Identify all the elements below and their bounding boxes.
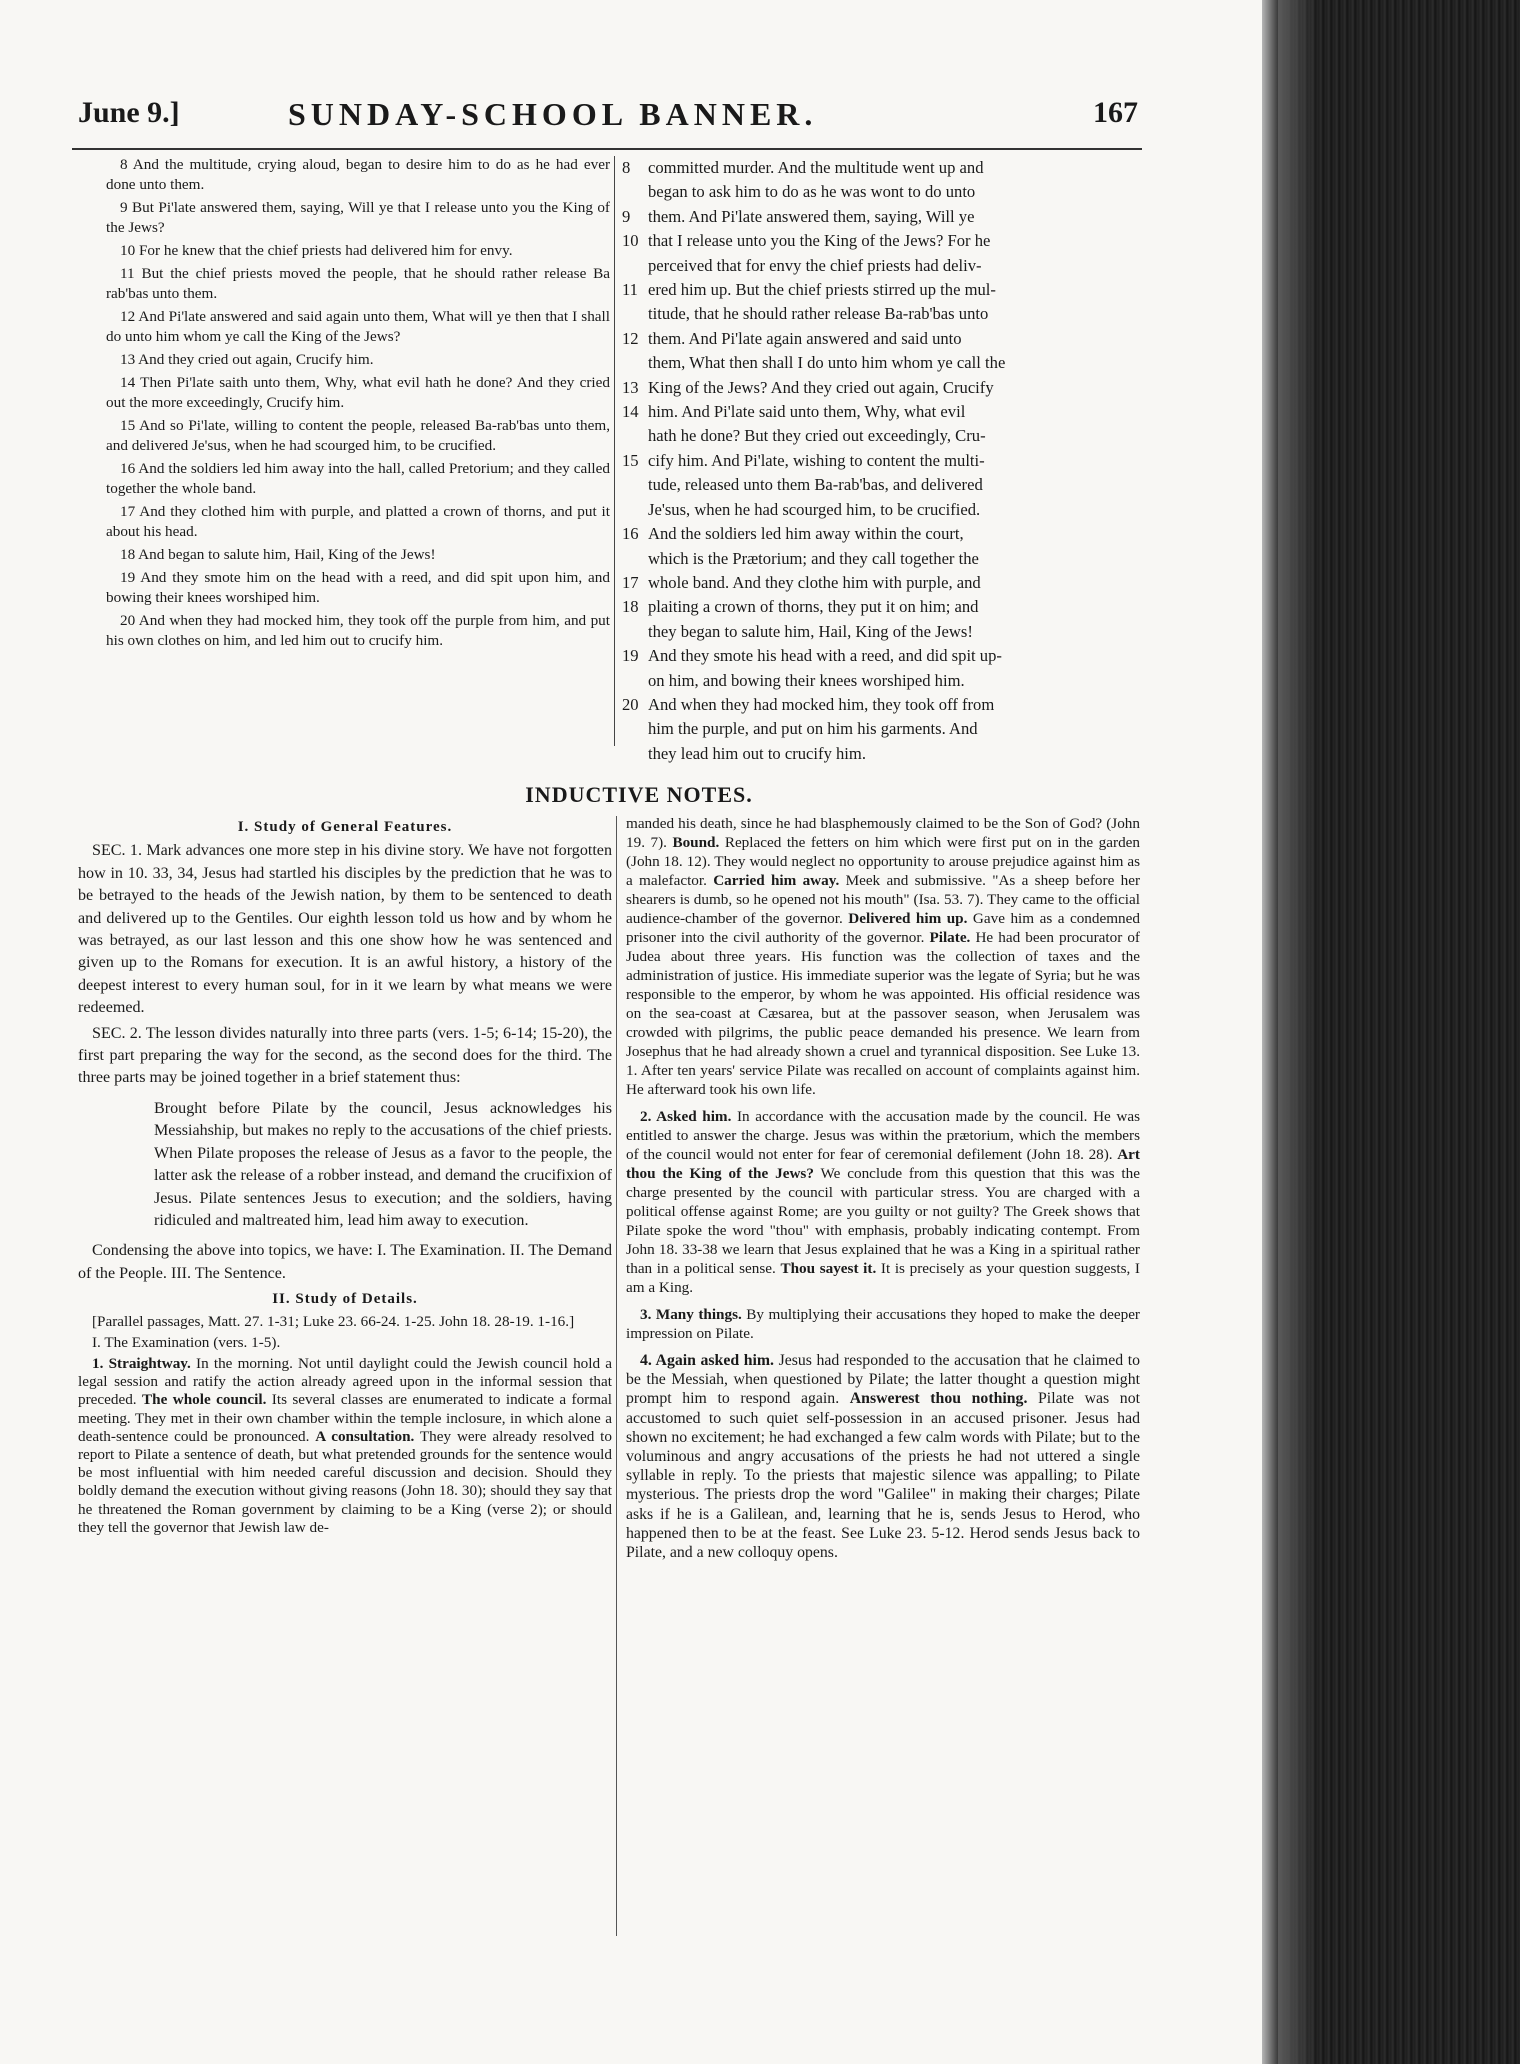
rv-line xyxy=(622,644,1134,668)
paragraph: SEC. 2. The lesson divides naturally into three parts (vers. 1-5; 6-14; 15-20), the first part preparing the way for the second, as the second does for the third. The three parts may be joined together in a brief statement thus: xyxy=(78,1024,612,1087)
verse-number: 19 xyxy=(622,646,639,666)
rv-line xyxy=(622,522,1134,546)
rv-line xyxy=(622,400,1134,424)
verse-number xyxy=(622,717,648,741)
note-term: A consultation. xyxy=(315,1427,415,1445)
kjv-verse: 9 But Pi'late answered them, saying, Will ye that I release unto you the King of the Jews? xyxy=(106,199,610,236)
kjv-verse: 17 And they clothed him with purple, and platted a crown of thorns, and put it about his head. xyxy=(106,503,610,540)
rv-line-text: committed murder. And the multitude went up and xyxy=(648,158,984,177)
verse-number: 16 xyxy=(622,524,639,544)
subsection-heading: I. The Examination (vers. 1-5). xyxy=(92,1333,281,1351)
note-term: The whole council. xyxy=(142,1391,267,1409)
verse-number: 8 xyxy=(622,158,631,177)
note-text: He had been procurator of Judea about three years. His function was the collection of taxes and the administration of justice. His immediate superior was the legate of Syria; but he was responsible to the emperor, by whom he was appointed. His official residence was on the sea-coast at Cæsarea, but at the passover season, when Jerusalem was crowded with pilgrims, the public peace demanded his presence. We learn from Josephus that he had already shown a cruel and tyrannical disposition. See Luke 13. 1. After ten years' service Pilate was recalled on account of complaints against him. He afterward took his own life. xyxy=(626,929,1140,1098)
rv-line xyxy=(622,717,1134,741)
rv-line-text: And when they had mocked him, they took off from xyxy=(648,694,995,714)
rv-line-text: him. And Pi'late said unto them, Why, what evil xyxy=(648,402,966,422)
note-text: We conclude from this question that this was the charge presented by the council with particular stress. You are charged with a political offense against Rome; are you guilty or not guilty? The Greek shows that Pilate spoke the word "thou" with emphasis, probably indicating contempt. From John 18. 33-38 we learn that Jesus explained that he was a King in a spiritual rather than in a political sense. xyxy=(626,1165,1140,1277)
verse-number: 13 xyxy=(622,377,639,397)
note-paragraph xyxy=(626,1107,1140,1297)
rv-line-text: cify him. And Pi'late, wishing to content the multi- xyxy=(648,450,985,470)
verse-number xyxy=(622,302,648,326)
rv-line xyxy=(622,693,1134,717)
rv-line-text: Je'sus, when he had scourged him, to be crucified. xyxy=(648,499,981,519)
notes-right-column xyxy=(626,814,1140,1565)
rv-line-text: them, What then shall I do unto him whom ye call the xyxy=(648,353,1006,373)
rv-line xyxy=(622,547,1134,571)
verse-number: 9 xyxy=(622,206,631,226)
kjv-verse: 8 And the multitude, crying aloud, began to desire him to do as he had ever done unto them. xyxy=(106,156,610,193)
column-divider xyxy=(614,156,615,746)
summary-quote: Brought before Pilate by the council, Jesus acknowledges his Messiahship, but makes no reply to the accusations of the chief priests. When Pilate proposes the release of Jesus as a favor to the people, the latter ask the release of a robber instead, and demand the crucifixion of Jesus. Pilate sentences Jesus to execution; and the soldiers, having ridiculed and maltreated him, lead him away to execution. xyxy=(154,1099,612,1229)
rv-line xyxy=(622,302,1134,326)
page-number: 167 xyxy=(1093,96,1138,129)
note-term: 2. Asked him. xyxy=(640,1108,732,1125)
note-text: manded his death, since he had blasphemously claimed to be the Son of God? (John 19. 7). xyxy=(626,815,1140,851)
rv-line-text: whole band. And they clothe him with purple, and xyxy=(648,572,981,592)
kjv-verses-column xyxy=(106,155,610,654)
rv-line xyxy=(622,449,1134,473)
rv-line xyxy=(622,742,1134,766)
verse-number xyxy=(622,547,648,571)
rv-line-text: King of the Jews? And they cried out again, Crucify xyxy=(648,377,994,397)
rv-line-text: they began to salute him, Hail, King of the Jews! xyxy=(648,621,973,641)
verse-number: 14 xyxy=(622,402,639,422)
rv-line xyxy=(622,205,1134,229)
note-paragraph xyxy=(626,1351,1140,1562)
kjv-verse: 12 And Pi'late answered and said again unto them, What will ye then that I shall do unto him whom ye call the King of the Jews? xyxy=(106,308,610,345)
note-term: Delivered him up. xyxy=(848,910,968,927)
verse-number: 10 xyxy=(622,231,639,251)
notes-left-column xyxy=(78,816,612,1540)
note-text: In accordance with the accusation made by the council. He was entitled to answer the charge. Jesus was within the prætorium, which the members of the council would not enter for fear of ceremonial defilement (John 18. 28). xyxy=(626,1108,1140,1163)
note-text: It is precisely as your question suggests, I am a King. xyxy=(626,1260,1140,1296)
rv-line xyxy=(622,278,1134,302)
note-term: Thou sayest it. xyxy=(780,1260,877,1277)
note-term: 4. Again asked him. xyxy=(640,1352,774,1369)
rv-line xyxy=(622,180,1134,204)
verse-number: 11 xyxy=(622,280,638,300)
notes-heading: INDUCTIVE NOTES. xyxy=(525,782,753,807)
note-text: Pilate was not accustomed to such quiet self-possession in an accused prisoner. Jesus had shown no excitement; he had exchanged a few calm words with Pilate; but to the voluminous and angry accusations of the priests he had not uttered a single syllable in reply. To the priests that majestic silence was appalling; to Pilate mysterious. The priests drop the word "Galilee" in making their charges; Pilate asks if he is a Galilean, and, learning that he is, sends Jesus to Herod, who happened then to be at the feast. See Luke 23. 5-12. Herod sends Jesus back to Pilate, and a new colloquy opens. xyxy=(626,1390,1140,1562)
note-text: Jesus had responded to the accusation that he claimed to be the Messiah, when questioned by Pilate; the latter thought a question might prompt him to respond again. xyxy=(626,1352,1140,1408)
note-term: 1. Straightway. xyxy=(92,1354,191,1372)
rv-line xyxy=(622,254,1134,278)
verse-number xyxy=(622,180,648,204)
kjv-verse: 19 And they smote him on the head with a reed, and did spit upon him, and bowing their knees worshiped him. xyxy=(106,569,610,606)
verse-number: 17 xyxy=(622,572,639,592)
rv-line xyxy=(622,351,1134,375)
note-term: Art thou the King of the Jews? xyxy=(626,1146,1140,1182)
verse-number: 12 xyxy=(622,328,639,348)
note-text: Meek and submissive. "As a sheep before her shearers is dumb, so he opened not his mouth" (Isa. 53. 7). They came to the official audience-chamber of the governor. xyxy=(626,872,1141,927)
note-term: Pilate. xyxy=(929,929,971,946)
section-heading: II. Study of Details. xyxy=(272,1291,418,1308)
rv-line-text: hath he done? But they cried out exceedingly, Cru- xyxy=(648,426,986,446)
verse-number: 15 xyxy=(622,450,639,470)
note-text: They were already resolved to report to Pilate a sentence of death, but what pretended grounds for the sentence would be most influential with him needed careful discussion and decision. Should they boldly demand the execution without giving reasons (John 18. 30); should they say that he threatened the Roman government by claiming to be a King (verse 2); or should they tell the governor that Jewish law de- xyxy=(78,1427,612,1536)
note-term: 3. Many things. xyxy=(640,1306,742,1323)
verse-number xyxy=(622,742,648,766)
note-term: Bound. xyxy=(672,834,720,851)
rv-line xyxy=(622,669,1134,693)
kjv-verse: 18 And began to salute him, Hail, King of the Jews! xyxy=(120,546,436,563)
rv-line-text: him the purple, and put on him his garments. And xyxy=(648,719,978,739)
rv-line-text: they lead him out to crucify him. xyxy=(648,743,866,763)
rv-line-text: ered him up. But the chief priests stirred up the mul- xyxy=(648,280,996,300)
rv-line xyxy=(622,620,1134,644)
rv-line-text: plaiting a crown of thorns, they put it on him; and xyxy=(648,597,979,617)
running-header xyxy=(78,96,1138,138)
note-text: In the morning. Not until daylight could the Jewish council hold a legal session and ratify the action already agreed upon in the informal session that preceded. xyxy=(78,1354,612,1409)
note-paragraph xyxy=(626,1305,1140,1343)
rv-line xyxy=(622,498,1134,522)
kjv-verse: 10 For he knew that the chief priests had delivered him for envy. xyxy=(120,242,513,259)
rv-line xyxy=(622,595,1134,619)
verse-number xyxy=(622,669,648,693)
rv-line-text: that I release unto you the King of the Jews? For he xyxy=(648,231,991,251)
note-paragraph xyxy=(78,1355,612,1537)
paragraph: SEC. 1. Mark advances one more step in his divine story. We have not forgotten how in 10. 33, 34, Jesus had startled his disciples by the prediction that he was to be betrayed to the heads of the Jewish nation, by them to be sentenced to death and delivered up to the Gentiles. Our eighth lesson told us how and by whom he was betrayed, as our last lesson and this one show how he was sentenced and given up to the Romans for execution. It is an awful history, a history of the deepest interest to every human soul, for in it we learn by what means we were redeemed. xyxy=(78,842,612,1017)
note-text: Replaced the fetters on him which were first put on in the garden (John 18. 12). They would neglect no opportunity to arouse prejudice against him as a malefactor. xyxy=(626,834,1140,889)
note-paragraph xyxy=(626,814,1140,1099)
rv-line xyxy=(622,327,1134,351)
rv-line xyxy=(622,473,1134,497)
note-text: Its several classes are enumerated to indicate a formal meeting. They met in their own chamber within the temple inclosure, in which alone a death-sentence could be pronounced. xyxy=(78,1391,612,1445)
rv-line xyxy=(622,156,1134,180)
header-rule xyxy=(72,148,1142,150)
rv-line-text: on him, and bowing their knees worshiped him. xyxy=(648,670,965,690)
rv-line xyxy=(622,229,1134,253)
verse-number: 18 xyxy=(622,597,639,617)
kjv-verse: 14 Then Pi'late saith unto them, Why, what evil hath he done? And they cried out the more exceedingly, Crucify him. xyxy=(106,374,610,411)
rv-line-text: And the soldiers led him away within the court, xyxy=(648,524,964,544)
rv-line-text: began to ask him to do as he was wont to do unto xyxy=(648,182,976,202)
verse-number xyxy=(622,620,648,644)
rv-line-text: them. And Pi'late answered them, saying, Will ye xyxy=(648,206,975,226)
verse-number xyxy=(622,254,648,278)
revised-version-column xyxy=(622,156,1134,766)
verse-number: 20 xyxy=(622,694,639,714)
rv-line-text: which is the Prætorium; and they call together the xyxy=(648,548,979,568)
kjv-verse: 15 And so Pi'late, willing to content the people, released Ba-rab'bas unto them, and delivered Je'sus, when he had scourged him, to be crucified. xyxy=(106,417,610,454)
rv-line-text: perceived that for envy the chief priests had deliv- xyxy=(648,255,982,275)
page-gutter-shadow xyxy=(1262,0,1278,2064)
header-date: June 9.] xyxy=(78,96,180,129)
section-heading: I. Study of General Features. xyxy=(237,819,453,835)
rv-line xyxy=(622,571,1134,595)
rv-line xyxy=(622,376,1134,400)
paragraph: Condensing the above into topics, we have: I. The Examination. II. The Demand of the People. III. The Sentence. xyxy=(78,1242,612,1282)
note-text: Gave him as a condemned prisoner into the civil authority of the governor. xyxy=(626,910,1140,946)
book-edge-highlight xyxy=(1278,0,1318,2064)
rv-line-text: And they smote his head with a reed, and did spit up- xyxy=(648,646,1002,666)
verse-number xyxy=(622,498,648,522)
column-divider xyxy=(616,816,617,1936)
kjv-verse: 20 And when they had mocked him, they took off the purple from him, and put his own clothes on him, and led him out to crucify him. xyxy=(106,612,610,649)
kjv-verse: 16 And the soldiers led him away into the hall, called Pretorium; and they called together the whole band. xyxy=(106,460,610,497)
parallel-passages: [Parallel passages, Matt. 27. 1-31; Luke 23. 66-24. 1-25. John 18. 28-19. 1-16.] xyxy=(92,1312,575,1330)
verse-number xyxy=(622,424,648,448)
rv-line-text: them. And Pi'late again answered and said unto xyxy=(648,328,962,348)
verse-number xyxy=(622,351,648,375)
kjv-verse: 13 And they cried out again, Crucify him. xyxy=(120,351,374,368)
note-term: Carried him away. xyxy=(713,872,840,889)
rv-line-text: tude, released unto them Ba-rab'bas, and delivered xyxy=(648,475,983,495)
rv-line-text: titude, that he should rather release Ba-rab'bas unto xyxy=(648,304,989,324)
verse-number xyxy=(622,473,648,497)
kjv-verse: 11 But the chief priests moved the people, that he should rather release Ba rab'bas unto them. xyxy=(106,265,610,302)
note-text: By multiplying their accusations they hoped to make the deeper impression on Pilate. xyxy=(626,1306,1140,1342)
note-term: Answerest thou nothing. xyxy=(849,1390,1028,1408)
header-title: SUNDAY-SCHOOL BANNER. xyxy=(288,96,818,132)
rv-line xyxy=(622,424,1134,448)
